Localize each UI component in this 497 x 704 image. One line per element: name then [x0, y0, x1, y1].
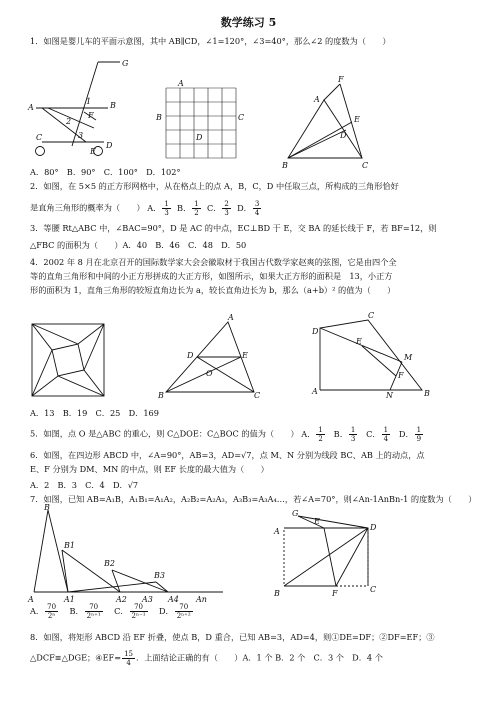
q2-text-line2: 是直角三角形的概率为（ ） A． $\frac{1}{3}$ B． $\frac{1}{2}$ C． $\frac{2}{3}$ D． $\frac{3}{4}$ [30, 200, 262, 217]
svg-text:B: B [110, 101, 116, 110]
svg-text:N: N [386, 391, 393, 400]
svg-text:D: D [196, 133, 203, 142]
q2-option-b: B． $\frac{1}{2}$ [177, 200, 199, 217]
fig6-quadrilateral-diagram [310, 311, 435, 400]
fig1-stroller-diagram [28, 58, 138, 163]
fig1-labels [27, 59, 129, 156]
q7-option-a: A． $\frac{70}{\text{2ⁿ}}$ [30, 603, 57, 620]
fig7-triangle-chain-diagram [28, 503, 228, 604]
svg-text:C: C [238, 113, 245, 122]
q2-text-line1: 2．如图，在 5×5 的正方形网格中，从在格点上的点 A，B，C，D 中任取三点，所构成的三角形恰好 [30, 181, 399, 191]
svg-text:D: D [187, 351, 194, 360]
svg-text:A: A [312, 387, 318, 396]
q2-option-a: A． $\frac{1}{3}$ [147, 200, 169, 217]
svg-text:G: G [292, 509, 299, 518]
q7-option-b: B． $\frac{70}{\text{2ⁿ⁺¹}}$ [69, 603, 101, 620]
svg-text:A2: A2 [116, 595, 127, 604]
page-title: 数学练习 5 [220, 16, 277, 29]
svg-text:1: 1 [86, 97, 92, 106]
svg-text:D: D [340, 131, 347, 140]
svg-text:C: C [362, 161, 369, 170]
svg-text:C: C [36, 133, 43, 142]
svg-text:A: A [314, 95, 320, 104]
svg-text:E: E [354, 115, 360, 124]
svg-text:B: B [158, 391, 164, 400]
q7-text: 7．如图，已知 AB=A₁B，A₁B₁=A₁A₂，A₂B₂=A₂A₃，A₃B₃=A₃A₄…，若∠A=70°，则∠An-1AnBn-1 的度数为（ ） [30, 494, 477, 504]
q4-options: A．13 B．19 C．25 D．169 [30, 408, 159, 418]
q1-options: A．80° B．90° C．100° D．102° [30, 167, 181, 177]
fig8-folded-rectangle-diagram [270, 508, 380, 598]
fig5-centroid-diagram [158, 313, 262, 400]
q5-text-line: 5．如图，点 O 是△ABC 的重心，则 C△DOE：C△BOC 的值为（ ） A． $\frac{1}{2}$ B． $\frac{1}{3}$ C． $\frac{1}{4}$ D． $\frac{1}{9}$ [30, 426, 424, 443]
q6-text-line1: 6．如图，在四边形 ABCD 中，∠A=90°，AB=3，AD=√7，点 M、N 分别为线段 BC、AB 上的动点，点 [30, 450, 425, 460]
svg-text:D: D [106, 141, 113, 150]
q5-option-d: D． $\frac{1}{9}$ [398, 426, 422, 443]
svg-text:A: A [28, 103, 34, 112]
svg-text:B: B [282, 161, 288, 170]
svg-text:A4: A4 [168, 595, 179, 604]
svg-text:2: 2 [66, 117, 72, 126]
svg-text:B: B [156, 113, 162, 122]
q8-text-line2: △DCF≌△DGE；④EF= $\frac{15}{4}$ ．上面结论正确的有（ ）A．1 个 B．2 个 C．3 个 D．4 个 [30, 650, 383, 667]
q4-text-line1: 4．2002 年 8 月在北京召开的国际数学家大会会徽取材于我国古代数学家赵爽的弦图，它是由四个全 [30, 257, 397, 267]
svg-text:B: B [274, 589, 280, 598]
svg-text:F: F [332, 589, 338, 598]
q7-option-d: D． $\frac{70}{\text{2ⁿ⁺²}}$ [158, 603, 191, 620]
svg-text:E: E [242, 351, 248, 360]
q6-options: A．2 B．3 C．4 D．√7 [30, 480, 139, 490]
svg-text:C: C [254, 391, 261, 400]
svg-text:E: E [314, 517, 320, 526]
q5-option-c: C． $\frac{1}{4}$ [366, 426, 389, 443]
q5-option-a: A． $\frac{1}{2}$ [301, 426, 323, 443]
svg-text:B1: B1 [64, 541, 75, 550]
svg-text:F: F [88, 111, 94, 120]
svg-text:C: C [368, 311, 375, 320]
svg-text:C: C [370, 585, 377, 594]
q8-text-line1: 8．如图，将矩形 ABCD 沿 EF 折叠，使点 B，D 重合，已知 AB=3，AD=4，则①DE=DF；②DF=EF；③ [30, 632, 435, 642]
fig2-grid-diagram [158, 80, 243, 165]
q4-text-line2: 等的直角三角形和中间的小正方形拼成的大正方形，如图所示，如果大正方形的面积是 13，小正方 [30, 271, 393, 281]
svg-text:A: A [274, 527, 280, 536]
svg-text:B: B [424, 389, 430, 398]
svg-text:M: M [404, 353, 413, 362]
svg-text:E: E [90, 147, 96, 156]
svg-text:B: B [44, 503, 50, 512]
svg-text:A: A [228, 313, 234, 322]
fig3-triangle-diagram [280, 75, 380, 170]
svg-text:D: D [312, 327, 319, 336]
q1-text: 1．如图是婴儿车的平面示意图，其中 AB∥CD，∠1=120°，∠3=40°，那么∠2 的度数为（ ） [30, 36, 391, 46]
q7-option-c: C． $\frac{70}{\text{2ⁿ⁻¹}}$ [114, 603, 146, 620]
fig4-pinwheel-diagram [30, 322, 106, 398]
svg-text:E: E [356, 337, 362, 346]
q3-text-line2: △FBC 的面积为（ ）A．40 B．46 C．48 D．50 [30, 240, 247, 250]
q2-option-c: C． $\frac{2}{3}$ [206, 200, 229, 217]
svg-text:A: A [178, 79, 184, 88]
svg-text:D: D [370, 523, 377, 532]
q7-options [30, 603, 194, 620]
svg-text:O: O [206, 369, 213, 378]
svg-text:An: An [196, 595, 207, 604]
q5-option-b: B． $\frac{1}{3}$ [333, 426, 356, 443]
svg-text:G: G [122, 59, 129, 68]
q6-text-line2: E、F 分别为 DM、MN 的中点，则 EF 长度的最大值为（ ） [30, 464, 269, 474]
q2-option-d: D． $\frac{3}{4}$ [237, 200, 260, 217]
q4-text-line3: 形的面积为 1，直角三角形的较短直角边长为 a，较长直角边长为 b，那么（a+b）² 的值为（ ） [30, 285, 396, 295]
svg-text:A3: A3 [142, 595, 153, 604]
svg-text:B3: B3 [154, 571, 165, 580]
svg-text:F: F [398, 371, 404, 380]
svg-text:B2: B2 [104, 559, 115, 568]
svg-text:3: 3 [78, 131, 84, 140]
q3-text-line1: 3．等腰 Rt△ABC 中，∠BAC=90°，D 是 AC 的中点，EC⊥BD 于 E，交 BA 的延长线于 F，若 BF=12，则 [30, 223, 437, 233]
svg-text:A1: A1 [64, 595, 75, 604]
svg-text:F: F [338, 75, 344, 84]
svg-text:A: A [28, 595, 34, 604]
